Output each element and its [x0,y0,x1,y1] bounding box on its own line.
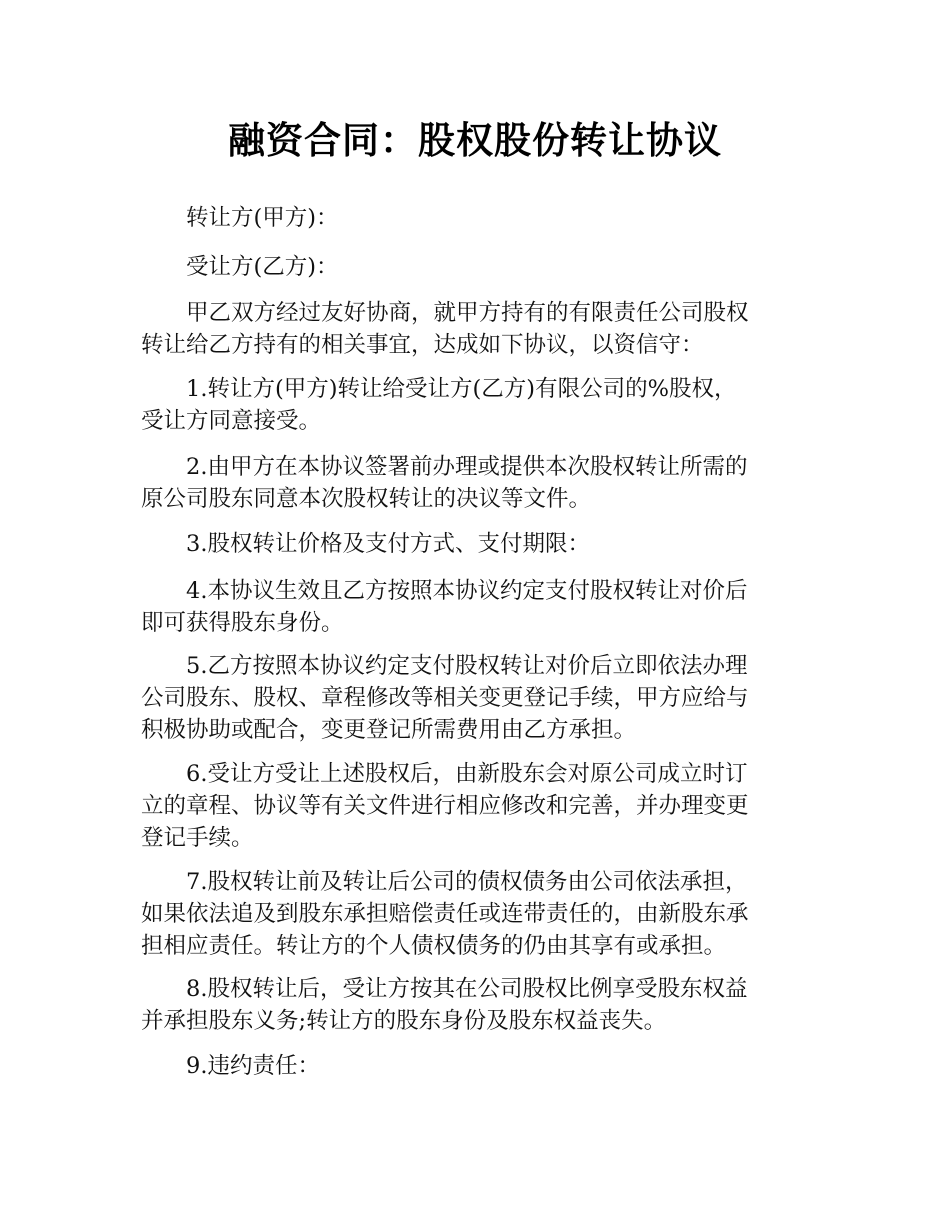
clause-5-paragraph [141,650,813,746]
text-line: 转让方(甲方)： [186,205,339,231]
clause-8-paragraph [141,973,813,1037]
text-line: 2.由甲方在本协议签署前办理或提供本次股权转让所需的 [186,454,748,480]
text-line: 转让给乙方持有的相关事宜，达成如下协议，以资信守： [141,332,704,358]
clause-2-paragraph [141,451,813,515]
text-line: 登记手续。 [141,825,254,851]
text-line: 担相应责任。转让方的个人债权债务的仍由其享有或承担。 [141,933,727,959]
clause-1-paragraph [141,373,813,437]
text-line: 如果依法追及到股东承担赔偿责任或连带责任的，由新股东承 [141,901,749,927]
document-title: 融资合同：股权股份转让协议 [228,119,722,162]
text-line: 5.乙方按照本协议约定支付股权转让对价后立即依法办理 [186,653,748,679]
transferee-line [141,251,813,283]
transferor-line [141,202,813,234]
clause-7-paragraph [141,866,813,962]
text-line: 8.股权转让后，受让方按其在公司股权比例享受股东权益 [186,976,748,1002]
text-line: 积极协助或配合，变更登记所需费用由乙方承担。 [141,717,637,743]
preamble-paragraph [141,297,813,361]
text-line: 并承担股东义务;转让方的股东身份及股东权益丧失。 [141,1008,667,1034]
text-line: 6.受让方受让上述股权后，由新股东会对原公司成立时订 [186,761,748,787]
text-line: 1.转让方(甲方)转让给受让方(乙方)有限公司的%股权， [186,376,737,402]
text-line: 公司股东、股权、章程修改等相关变更登记手续，甲方应给与 [141,685,749,711]
text-line: 受让方同意接受。 [141,408,322,434]
clause-3-paragraph [141,528,813,560]
clause-4-paragraph [141,575,813,639]
text-line: 9.违约责任： [186,1053,320,1079]
text-line: 3.股权转让价格及支付方式、支付期限： [186,531,590,557]
text-line: 受让方(乙方)： [186,254,339,280]
text-line: 甲乙双方经过友好协商，就甲方持有的有限责任公司股权 [186,300,749,326]
text-line: 原公司股东同意本次股权转让的决议等文件。 [141,486,592,512]
text-line: 立的章程、协议等有关文件进行相应修改和完善，并办理变更 [141,793,749,819]
clause-6-paragraph [141,758,813,854]
text-line: 4.本协议生效且乙方按照本协议约定支付股权转让对价后 [186,578,748,604]
text-line: 7.股权转让前及转让后公司的债权债务由公司依法承担， [186,869,748,895]
clause-9-paragraph [141,1050,813,1082]
text-line: 即可获得股东身份。 [141,610,344,636]
